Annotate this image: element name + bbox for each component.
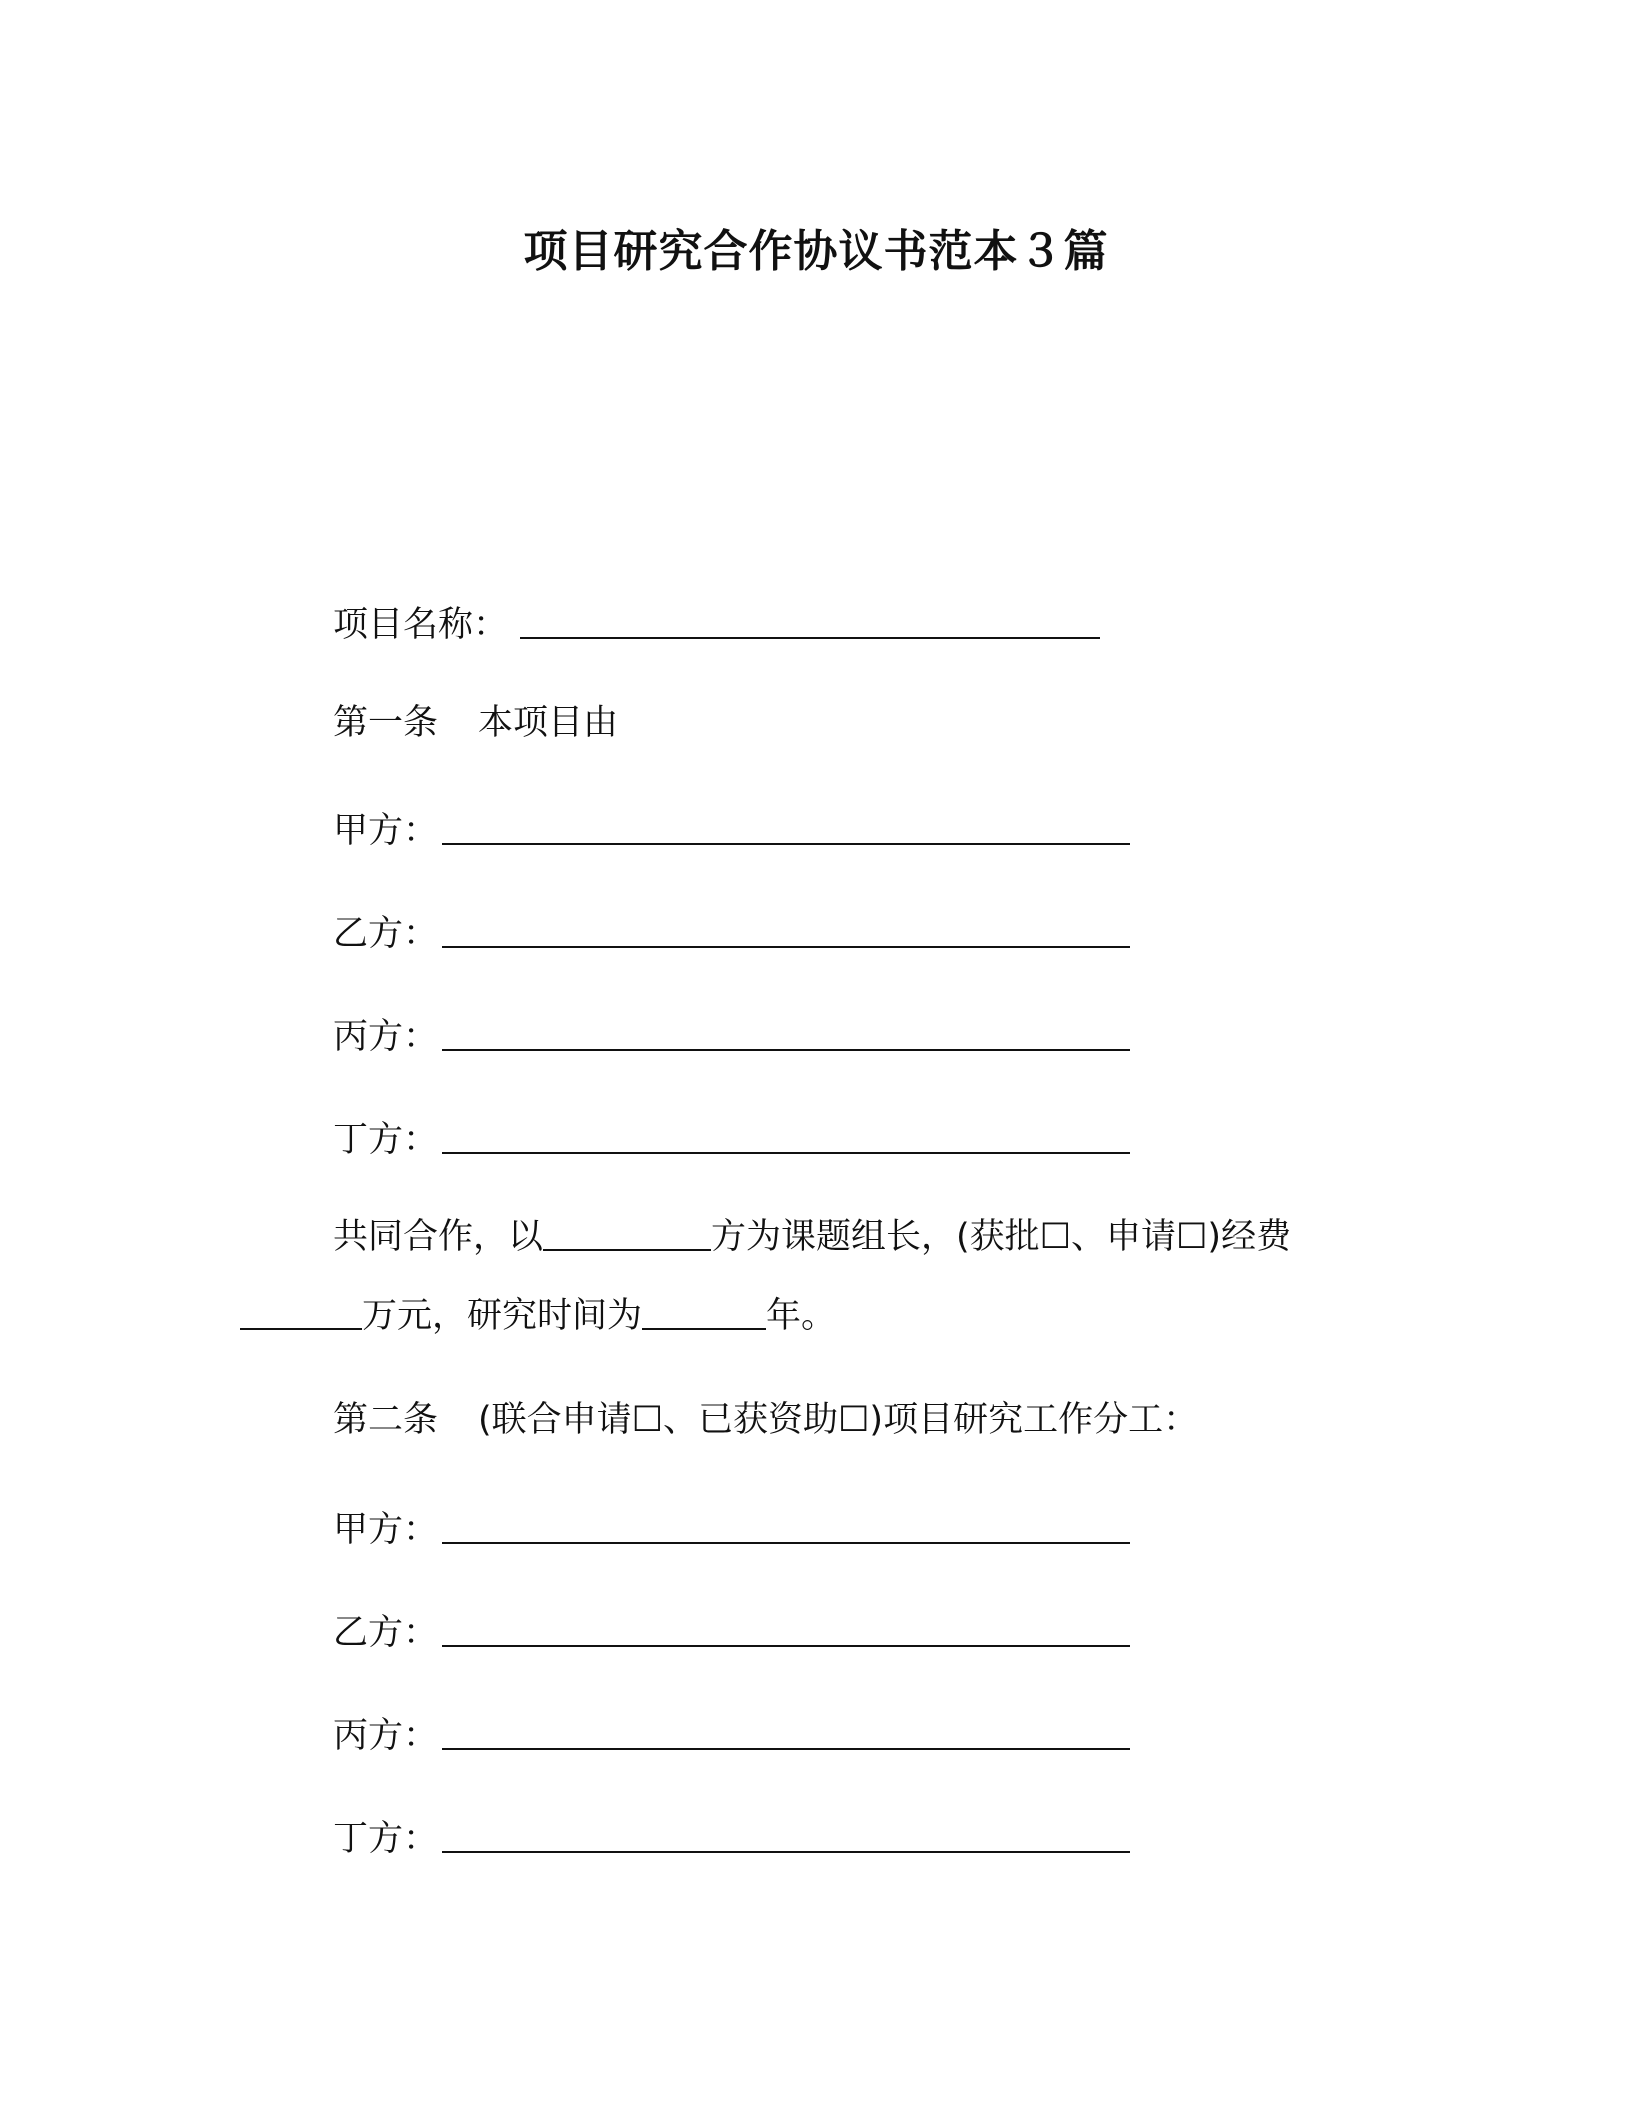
article1-heading: 第一条 <box>333 703 439 743</box>
article2-heading: 第二条 <box>333 1400 439 1440</box>
article2-text: (联合申请☐、已获资助☐)项目研究工作分工： <box>478 1400 1199 1440</box>
party-blank <box>442 809 1130 845</box>
document-title: 项目研究合作协议书范本３篇 <box>523 226 1109 277</box>
project-name-blank <box>520 603 1100 639</box>
party-blank <box>442 912 1130 948</box>
article1-line <box>333 698 618 748</box>
party-line <box>333 1505 1130 1555</box>
party-label: 丙方： <box>333 1716 439 1756</box>
party-blank <box>442 1817 1130 1853</box>
article1-text: 本项目由 <box>478 703 619 743</box>
party-label: 乙方： <box>333 1613 439 1653</box>
party-line <box>333 909 1130 959</box>
party-line <box>333 1814 1130 1864</box>
cooperation-text-1: 共同合作，以 <box>333 1217 544 1257</box>
party-blank <box>442 1118 1130 1154</box>
party-blank <box>442 1611 1130 1647</box>
cooperation-text-4: 年。 <box>766 1296 837 1336</box>
party-label: 乙方： <box>333 914 439 954</box>
cooperation-text-3: 万元，研究时间为 <box>362 1296 643 1336</box>
party-label: 甲方： <box>333 811 439 851</box>
cooperation-line <box>333 1212 1291 1262</box>
project-name-line <box>333 600 1100 650</box>
party-label: 甲方： <box>333 1510 439 1550</box>
party-line <box>333 1012 1130 1062</box>
duration-blank <box>642 1294 766 1330</box>
party-line <box>333 1115 1130 1165</box>
party-label: 丁方： <box>333 1120 439 1160</box>
party-line <box>333 1608 1130 1658</box>
party-label: 丙方： <box>333 1017 439 1057</box>
cooperation-text-2: 方为课题组长，(获批☐、申请☐)经费 <box>711 1217 1292 1257</box>
party-line <box>333 1711 1130 1761</box>
article2-line <box>333 1395 1198 1445</box>
leader-blank <box>543 1215 711 1251</box>
funding-blank <box>240 1294 362 1330</box>
party-label: 丁方： <box>333 1819 439 1859</box>
party-blank <box>442 1015 1130 1051</box>
party-blank <box>442 1508 1130 1544</box>
party-blank <box>442 1714 1130 1750</box>
party-line <box>333 806 1130 856</box>
project-name-label: 项目名称： <box>333 605 509 645</box>
cooperation-line-2 <box>240 1291 836 1341</box>
